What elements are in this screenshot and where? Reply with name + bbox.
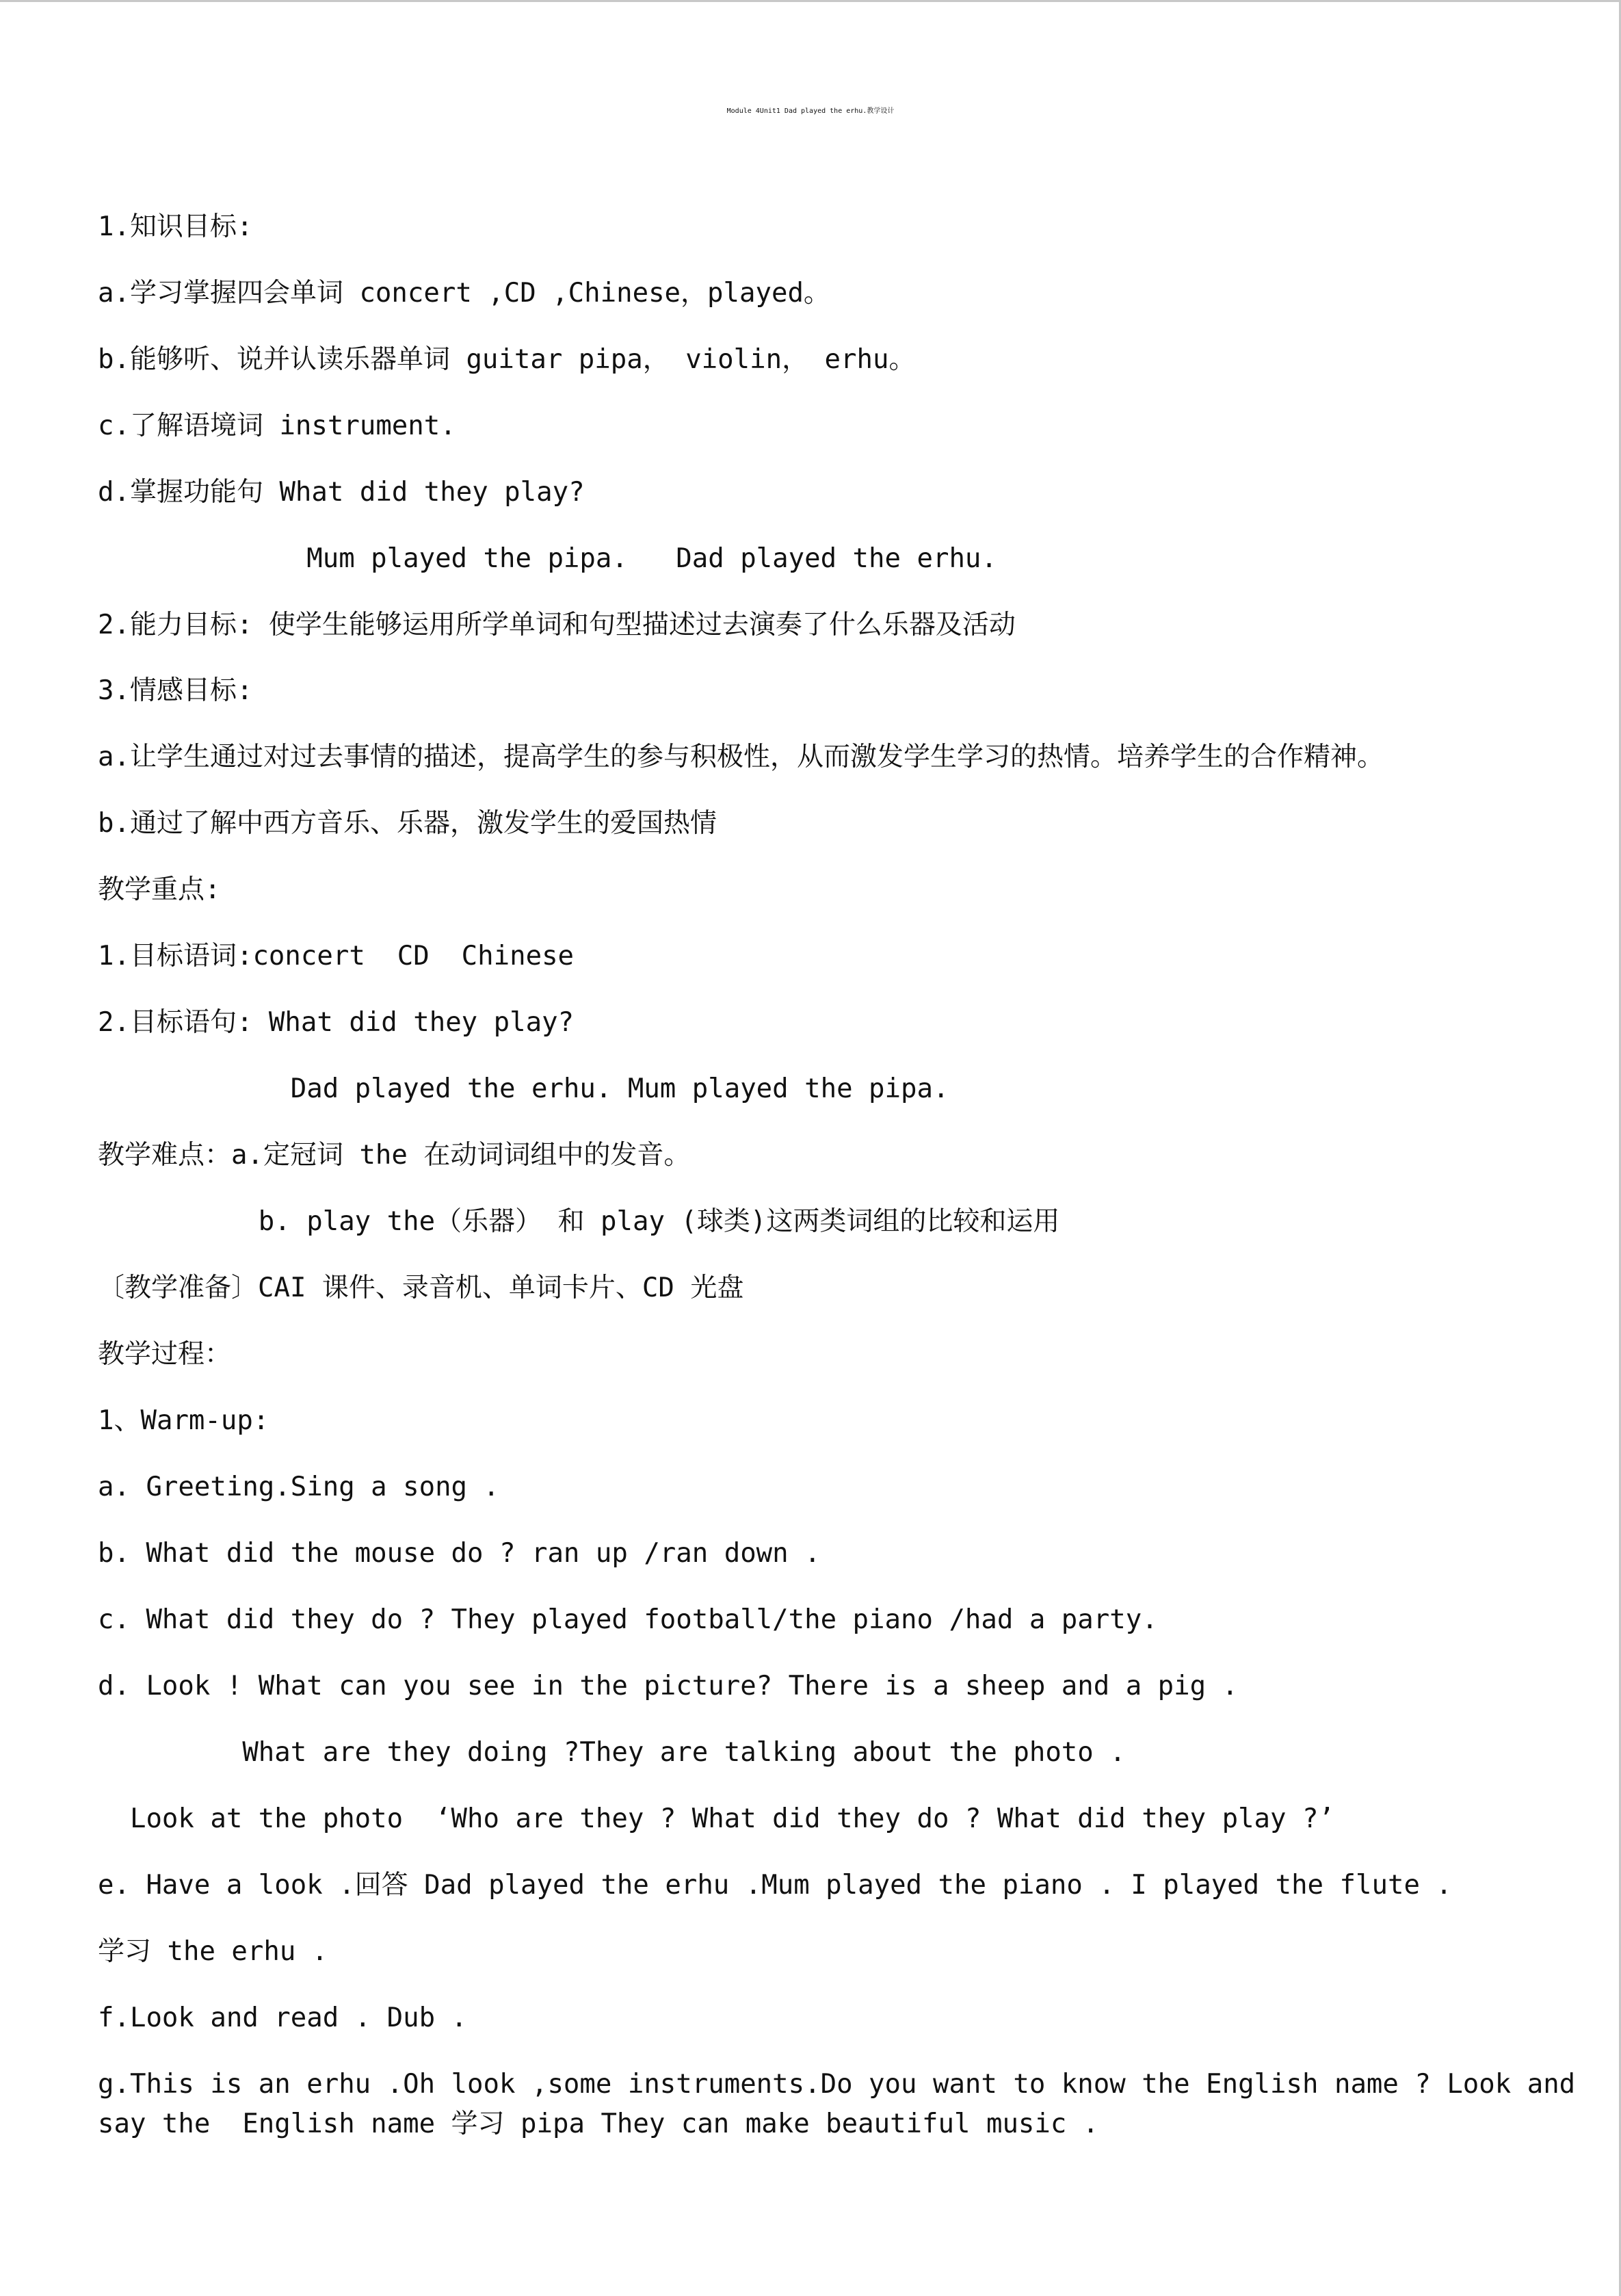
text-line: What are they doing ?They are talking about the photo . <box>98 1737 1126 1768</box>
text-line: 教学过程： <box>98 1339 232 1370</box>
text-line: g.This is an erhu .Oh look ,some instruments.Do you want to know the English name ? Look and <box>98 2069 1576 2100</box>
text-line: b. play the（乐器） 和 play (球类)这两类词组的比较和运用 <box>98 1206 1060 1237</box>
text-line: Look at the photo ‘Who are they ? What did they do ? What did they play ?’ <box>98 1803 1334 1834</box>
text-line: Mum played the pipa. Dad played the erhu. <box>98 543 997 574</box>
text-line: 1.知识目标: <box>98 211 253 242</box>
text-line: d. Look ! What can you see in the picture? There is a sheep and a pig . <box>98 1671 1239 1701</box>
text-line: 3.情感目标: <box>98 675 253 706</box>
text-line: 2.能力目标: 使学生能够运用所学单词和句型描述过去演奏了什么乐器及活动 <box>98 610 1016 640</box>
text-line: c.了解语境词 instrument. <box>98 410 456 441</box>
text-line: d.掌握功能句 What did they play? <box>98 477 585 508</box>
text-line: Dad played the erhu. Mum played the pipa. <box>98 1073 949 1104</box>
text-line: b.能够听、说并认读乐器单词 guitar pipa， violin， erhu。 <box>98 344 916 375</box>
text-line: say the English name 学习 pipa They can make beautiful music . <box>98 2109 1099 2139</box>
text-line: 学习 the erhu . <box>98 1936 328 1967</box>
document-title: Module 4Unit1 Dad played the erhu.教学设计 <box>726 107 895 115</box>
text-line: b. What did the mouse do ? ran up /ran down . <box>98 1538 821 1569</box>
text-line: 1、Warm-up: <box>98 1405 269 1436</box>
text-line: a.学习掌握四会单词 concert ,CD ,Chinese，played。 <box>98 278 830 309</box>
text-line: 〔教学准备〕CAI 课件、录音机、单词卡片、CD 光盘 <box>98 1273 744 1303</box>
text-line: e. Have a look .回答 Dad played the erhu .Mum played the piano . I played the flute . <box>98 1870 1452 1901</box>
text-line: 教学重点: <box>98 874 221 905</box>
text-line: b.通过了解中西方音乐、乐器，激发学生的爱国热情 <box>98 808 717 839</box>
text-line: 1.目标语词:concert CD Chinese <box>98 941 575 971</box>
text-line: c. What did they do ? They played football/the piano /had a party. <box>98 1604 1158 1635</box>
text-line: 2.目标语句: What did they play? <box>98 1007 575 1038</box>
text-line: a.让学生通过对过去事情的描述，提高学生的参与积极性，从而激发学生学习的热情。培养学生的合作精神。 <box>98 742 1384 772</box>
text-line: a. Greeting.Sing a song . <box>98 1472 499 1502</box>
text-line: 教学难点：a.定冠词 the 在动词词组中的发音。 <box>98 1140 691 1171</box>
text-line: f.Look and read . Dub . <box>98 2003 468 2033</box>
